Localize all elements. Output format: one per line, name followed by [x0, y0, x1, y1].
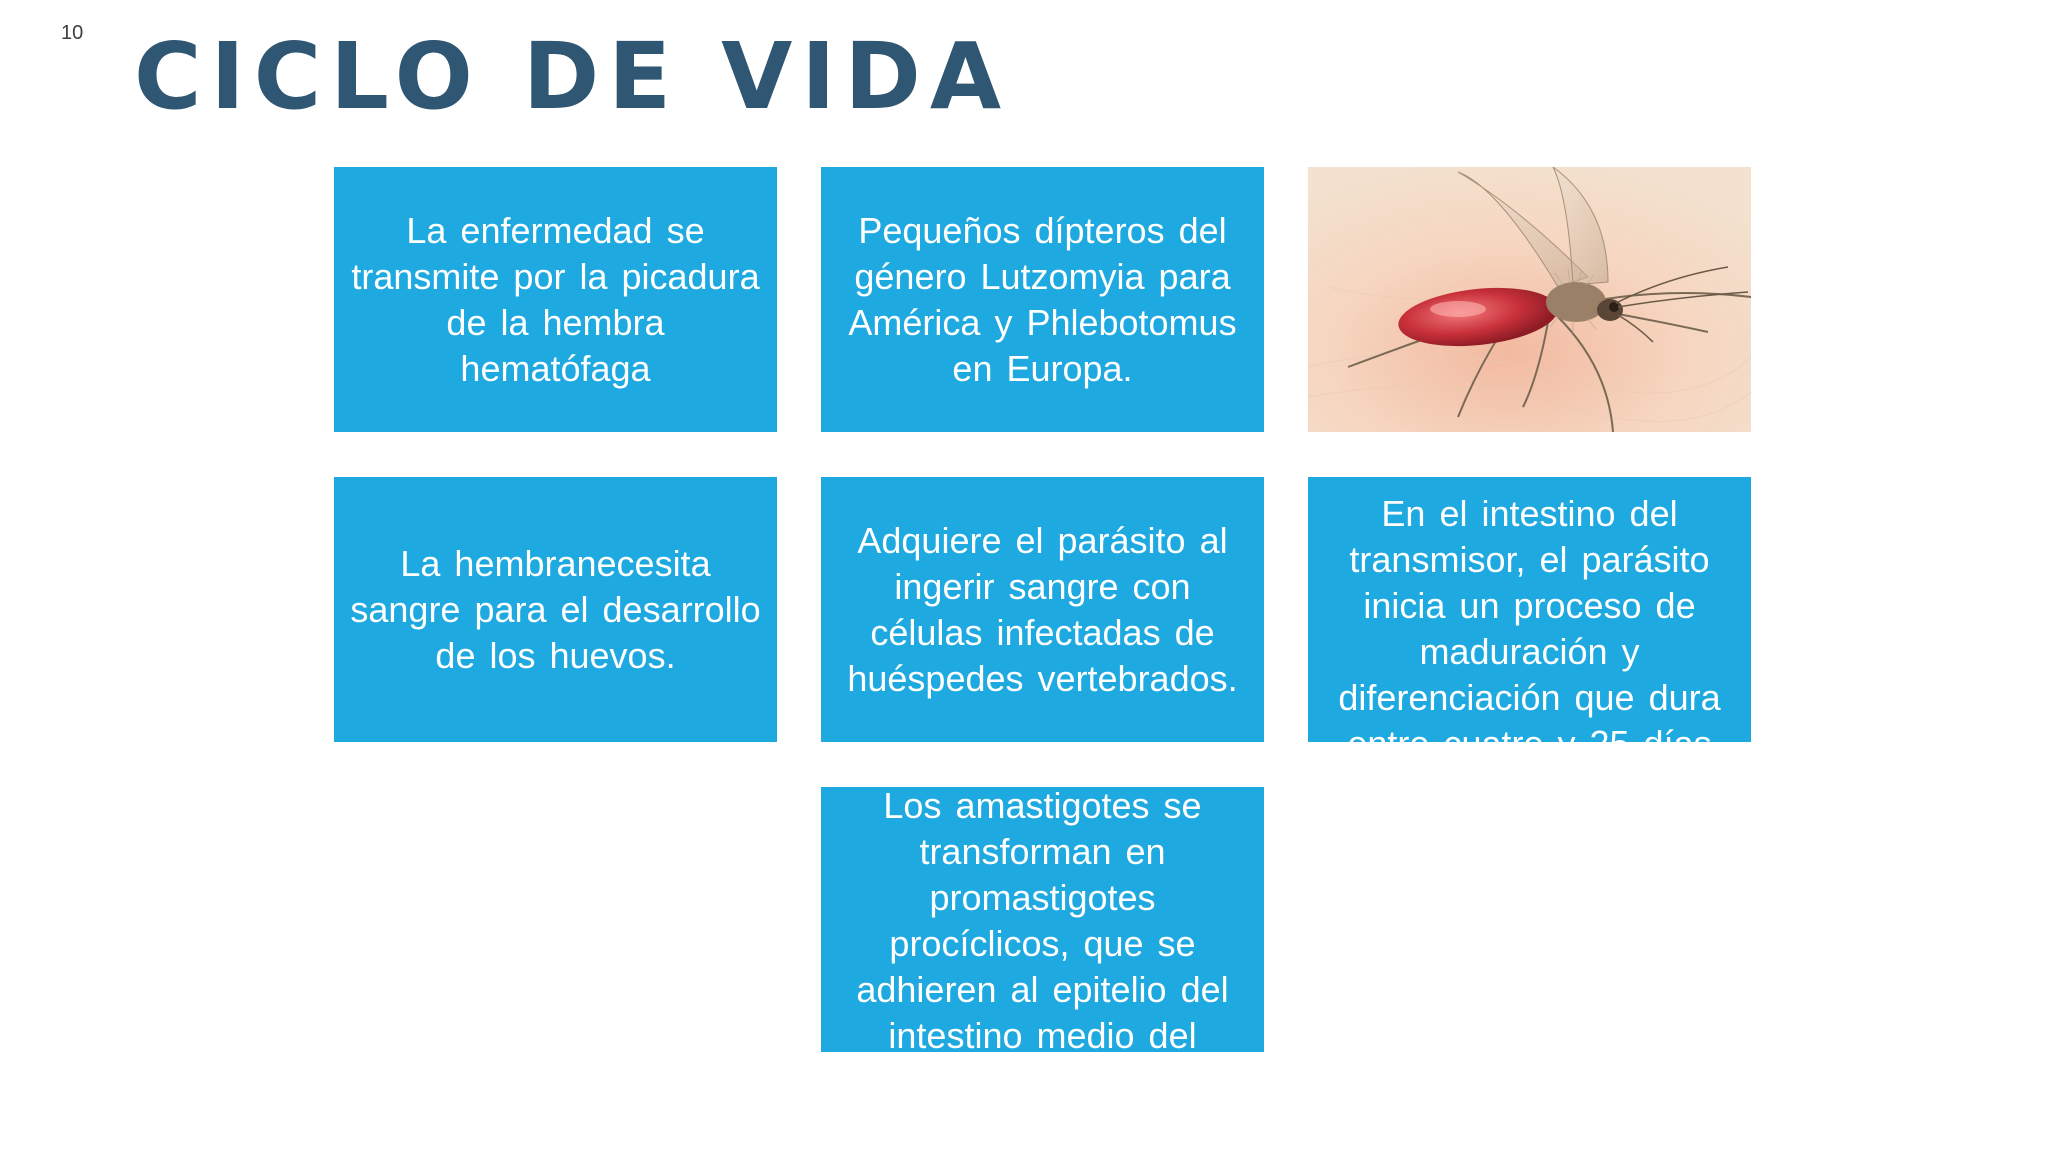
info-box-amastigotes — [821, 785, 1264, 1056]
info-box-text: En el intestino del transmisor, el parásito inicia un proceso de maduración y diferenciación que dura entre cuatro y 25 días — [1338, 493, 1721, 764]
info-box-species — [821, 167, 1264, 432]
sandfly-photo — [1308, 167, 1751, 432]
info-box-text: Adquiere el parásito al ingerir sangre con células infectadas de huéspedes vertebrados. — [847, 519, 1238, 699]
info-box-text: Pequeños dípteros del género Lutzomyia para América y Phlebotomus en Europa. — [848, 209, 1237, 389]
page-number: 10 — [61, 22, 84, 44]
slide-title: CICLO DE VIDA — [134, 23, 1011, 130]
info-box-maturation — [1308, 477, 1751, 764]
info-box-text: Los amastigotes se transforman en promastigotes procíclicos, que se adhieren al epitelio del intestino medio del — [856, 785, 1229, 1056]
info-box-text: La hembranecesita sangre para el desarrollo de los huevos. — [350, 542, 761, 676]
info-box-blood-need — [334, 477, 777, 742]
info-box-transmission — [334, 167, 777, 432]
info-box-text: La enfermedad se transmite por la picadura de la hembra hematófaga — [351, 209, 760, 389]
info-box-acquisition — [821, 477, 1264, 742]
